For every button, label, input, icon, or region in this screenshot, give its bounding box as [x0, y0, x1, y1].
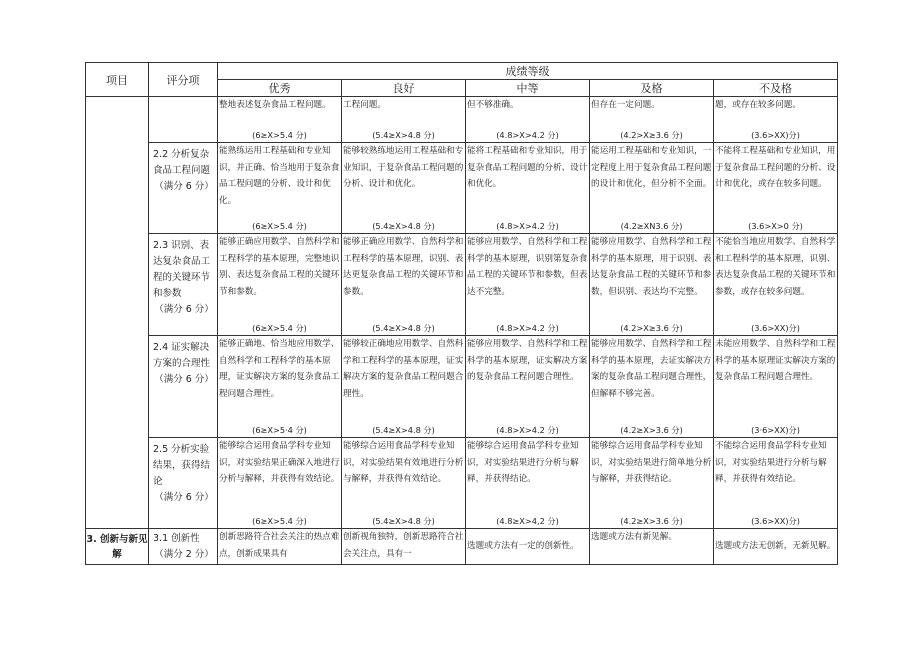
rubric-cell: 能够正确地、恰当地应用数学、自然科学和工程科学的基本原理，证实解决方案的复杂食品工程问题合理性。 (6≥X>5·4 分)	[218, 336, 342, 438]
table-row	[86, 438, 838, 529]
rubric-cell: 能够综合运用食品学科专业知识，对实验结果进行简单地分析与解释，并获得结论。 (4.2≥X>3.6 分)	[590, 438, 714, 529]
rubric-cell: 能够应用数学、自然科学和工程科学的基本原理，用于识别、表达复杂食品工程的关键环节和参数，但识别、表达均不完整。 (4.2>X≥3.6 分)	[590, 234, 714, 336]
rubric-cell: 能够综合运用食品学科专业知识，对实验结果进行分析与解释，并获得结论。 (4.8≥X>4,2 分)	[466, 438, 590, 529]
criteria-cell: 3.1 创新性 （满分 2 分）	[149, 529, 218, 565]
rubric-cell: 能够综合运用食品学科专业知识，对实验结果正确深入地进行分析与解释，并获得有效结论。 (6≥X>5.4 分)	[218, 438, 342, 529]
table-row	[86, 336, 838, 438]
rubric-cell: 能够应用数学、自然科学和工程科学的基本原理，证实解决方案的复杂食品工程问题合理性。 (4.8>X>4.2 分)	[466, 336, 590, 438]
project-cell-3: 3. 创新与新见解	[86, 529, 149, 565]
header-level-fail: 不及格	[714, 80, 838, 97]
grading-rubric-table	[85, 62, 838, 565]
rubric-cell: 选题或方法有一定的创新性。	[466, 529, 590, 565]
criteria-cell: 2.2 分析复杂食品工程问题 （满分 6 分）	[149, 143, 218, 234]
rubric-cell: 能够应用数学、自然科学和工程科学的基本原理，去证实解决方案的复杂食品工程问题合理性，但解释不够完善。 (4.2≥X>3.6 分)	[590, 336, 714, 438]
rubric-cell: 能够综合运用食品学科专业知识，对实验结果有效地进行分析与解释，并获得有效结论。 (5.4≥X>4.8 分)	[342, 438, 466, 529]
rubric-cell: 未能应用数学、自然科学和工程科学的基本原理证实解决方案的复杂食品工程问题合理性。 (3·6>XX)分)	[714, 336, 838, 438]
rubric-cell: 能够正确应用数学、自然科学和工程科学的基本原理，识别、表达更复杂食品工程的关键环节和参数。 (5.4≥X>4.8 分)	[342, 234, 466, 336]
rubric-cell: 能运用工程基础和专业知识，一定程度上用于复杂食品工程问题的设计和优化，但分析不全面。 (4.2≥XN3.6 分)	[590, 143, 714, 234]
header-level-medium: 中等	[466, 80, 590, 97]
rubric-cell: 但不够准确。 (4.8>X>4.2 分)	[466, 97, 590, 143]
rubric-cell: 能熟练运用工程基础和专业知识，并正确、恰当地用于复杂食品工程问题的分析、设计和优化。 (6≥X>5.4 分)	[218, 143, 342, 234]
table-row	[86, 529, 838, 565]
header-level-pass: 及格	[590, 80, 714, 97]
rubric-cell: 选题或方法无创新，无新见解。	[714, 529, 838, 565]
project-cell-2	[86, 97, 149, 529]
criteria-cell: 2.3 识别、表达复杂食品工程的关键环节和参数 （满分 6 分）	[149, 234, 218, 336]
rubric-cell: 选题或方法有新见解。	[590, 529, 714, 565]
rubric-cell: 创新视角独特，创新思路符合社会关注点，具有一	[342, 529, 466, 565]
table-row	[86, 143, 838, 234]
rubric-cell: 工程问题。 (5.4≥X>4.8 分)	[342, 97, 466, 143]
rubric-cell: 不能将工程基础和专业知识，用于复杂食品工程问题的分析、设计和优化，或存在较多问题。 (3.6>X>0 分)	[714, 143, 838, 234]
rubric-cell: 题，或存在较多问题。 (3.6>XX)分)	[714, 97, 838, 143]
rubric-cell: 能够较熟练地运用工程基础和专业知识，于复杂食品工程问题的分析、设计和优化。 (5.4≥X>4.8 分)	[342, 143, 466, 234]
rubric-cell: 能够较正确地应用数学、自然科学和工程科学的基本原理，证实解决方案的复杂食品工程问题合理性。 (5.4≥X>4.8 分)	[342, 336, 466, 438]
rubric-cell: 不能恰当地应用数学、自然科学和工程科学的基本原理，识别、表达复杂食品工程的关键环节和参数，或存在较多问题。 (3.6>XX)分)	[714, 234, 838, 336]
header-level-excellent: 优秀	[218, 80, 342, 97]
header-criteria: 评分项	[149, 63, 218, 97]
rubric-cell: 整地表述复杂食品工程问题。 (6≥X>5.4 分)	[218, 97, 342, 143]
rubric-cell: 能够正确应用数学、自然科学和工程科学的基本原理，完整地识别、表达复杂食品工程的关键环节和参数。 (6≥X>5.4 分)	[218, 234, 342, 336]
header-level-good: 良好	[342, 80, 466, 97]
rubric-cell: 但存在一定问题。 (4.2>X≥3.6 分)	[590, 97, 714, 143]
criteria-cell: 2.5 分析实验结果，获得结论 （满分 6 分）	[149, 438, 218, 529]
header-grade-group: 成绩等级	[218, 63, 838, 80]
criteria-cell: 2.4 证实解决方案的合理性 （满分 6 分）	[149, 336, 218, 438]
rubric-cell: 能将工程基础和专业知识，用于复杂食品工程问题的分析、设计和优化。 (4.8>X>4.2 分)	[466, 143, 590, 234]
table-row	[86, 97, 838, 143]
rubric-cell: 不能综合运用食品学科专业知识，对实验结果进行分析与解释，并获得有效结论。 (3.6>XX)分)	[714, 438, 838, 529]
table-row	[86, 234, 838, 336]
criteria-cell	[149, 97, 218, 143]
rubric-cell: 能够应用数学、自然科学和工程科学的基本原理，识别第复杂食品工程的关键环节和参数，但表达不完整。 (4.8>X>4.2 分)	[466, 234, 590, 336]
header-project: 项目	[86, 63, 149, 97]
rubric-cell: 创新思路符合社会关注的热点难点，创新成果具有	[218, 529, 342, 565]
